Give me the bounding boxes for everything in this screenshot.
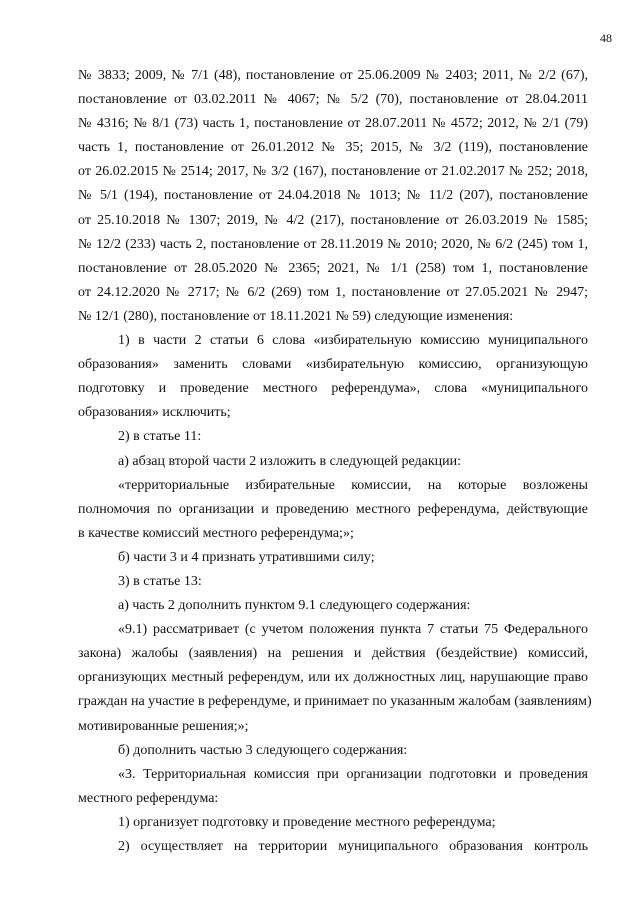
text-line: местного референдума: bbox=[78, 790, 219, 806]
text-line: образования» заменить словами «избирательную комиссию, организующую bbox=[78, 357, 588, 373]
text-line: а) часть 2 дополнить пунктом 9.1 следующего содержания: bbox=[118, 598, 471, 614]
text-line: от 25.10.2018 № 1307; 2019, № 4/2 (217), постановление от 26.03.2019 № 1585; bbox=[78, 212, 588, 228]
text-line: постановление от 03.02.2011 № 4067; № 5/2 (70), постановление от 28.04.2011 bbox=[78, 92, 588, 108]
text-line: б) части 3 и 4 признать утратившими силу; bbox=[118, 549, 375, 565]
text-line: постановление от 28.05.2020 № 2365; 2021, № 1/1 (258) том 1, постановление bbox=[78, 260, 588, 276]
text-line: мотивированные решения;»; bbox=[78, 718, 249, 734]
text-line: организующих местный референдум, или их должностных лиц, нарушающие право bbox=[78, 670, 588, 686]
text-line: часть 1, постановление от 26.01.2012 № 35; 2015, № 3/2 (119), постановление bbox=[78, 140, 588, 156]
text-line: б) дополнить частью 3 следующего содержания: bbox=[118, 742, 408, 758]
text-line: № 3833; 2009, № 7/1 (48), постановление от 25.06.2009 № 2403; 2011, № 2/2 (67), bbox=[78, 68, 588, 83]
page-number: 48 bbox=[600, 31, 612, 45]
text-line: от 26.02.2015 № 2514; 2017, № 3/2 (167), постановление от 21.02.2017 № 252; 2018, bbox=[78, 164, 588, 180]
text-line: «9.1) рассматривает (с учетом положения пункта 7 статьи 75 Федерального bbox=[118, 622, 588, 638]
text-line: № 4316; № 8/1 (73) часть 1, постановление от 28.07.2011 № 4572; 2012, № 2/1 (79) bbox=[78, 116, 588, 132]
text-line: а) абзац второй части 2 изложить в следующей редакции: bbox=[118, 453, 461, 469]
text-line: в качестве комиссий местного референдума;»; bbox=[78, 525, 354, 541]
text-line: 2) в статье 11: bbox=[118, 429, 202, 445]
text-line: № 12/2 (233) часть 2, постановление от 28.11.2019 № 2010; 2020, № 6/2 (245) том 1, bbox=[78, 236, 588, 252]
document-body bbox=[78, 64, 592, 859]
text-line: 3) в статье 13: bbox=[118, 573, 202, 589]
text-line: закона) жалобы (заявления) на решения и действия (бездействие) комиссий, bbox=[78, 646, 588, 662]
text-line: № 5/1 (194), постановление от 24.04.2018 № 1013; № 11/2 (207), постановление bbox=[78, 188, 588, 204]
text-line: 1) организует подготовку и проведение местного референдума; bbox=[118, 814, 496, 830]
text-line: 2) осуществляет на территории муниципального образования контроль bbox=[118, 839, 588, 854]
text-line: подготовку и проведение местного референдума», слова «муниципального bbox=[78, 381, 588, 397]
text-line: граждан на участие в референдуме, и принимает по указанным жалобам (заявлениям) bbox=[78, 694, 592, 710]
text-line: образования» исключить; bbox=[78, 405, 231, 421]
text-line: № 12/1 (280), постановление от 18.11.2021 № 59) следующие изменения: bbox=[78, 308, 514, 324]
text-line: «3. Территориальная комиссия при организации подготовки и проведения bbox=[118, 766, 588, 782]
text-line: от 24.12.2020 № 2717; № 6/2 (269) том 1, постановление от 27.05.2021 № 2947; bbox=[78, 284, 588, 300]
text-line: 1) в части 2 статьи 6 слова «избирательную комиссию муниципального bbox=[118, 333, 588, 349]
text-line: полномочия по организации и проведению местного референдума, действующие bbox=[78, 501, 588, 517]
text-line: «территориальные избирательные комиссии, на которые возложены bbox=[118, 477, 588, 493]
